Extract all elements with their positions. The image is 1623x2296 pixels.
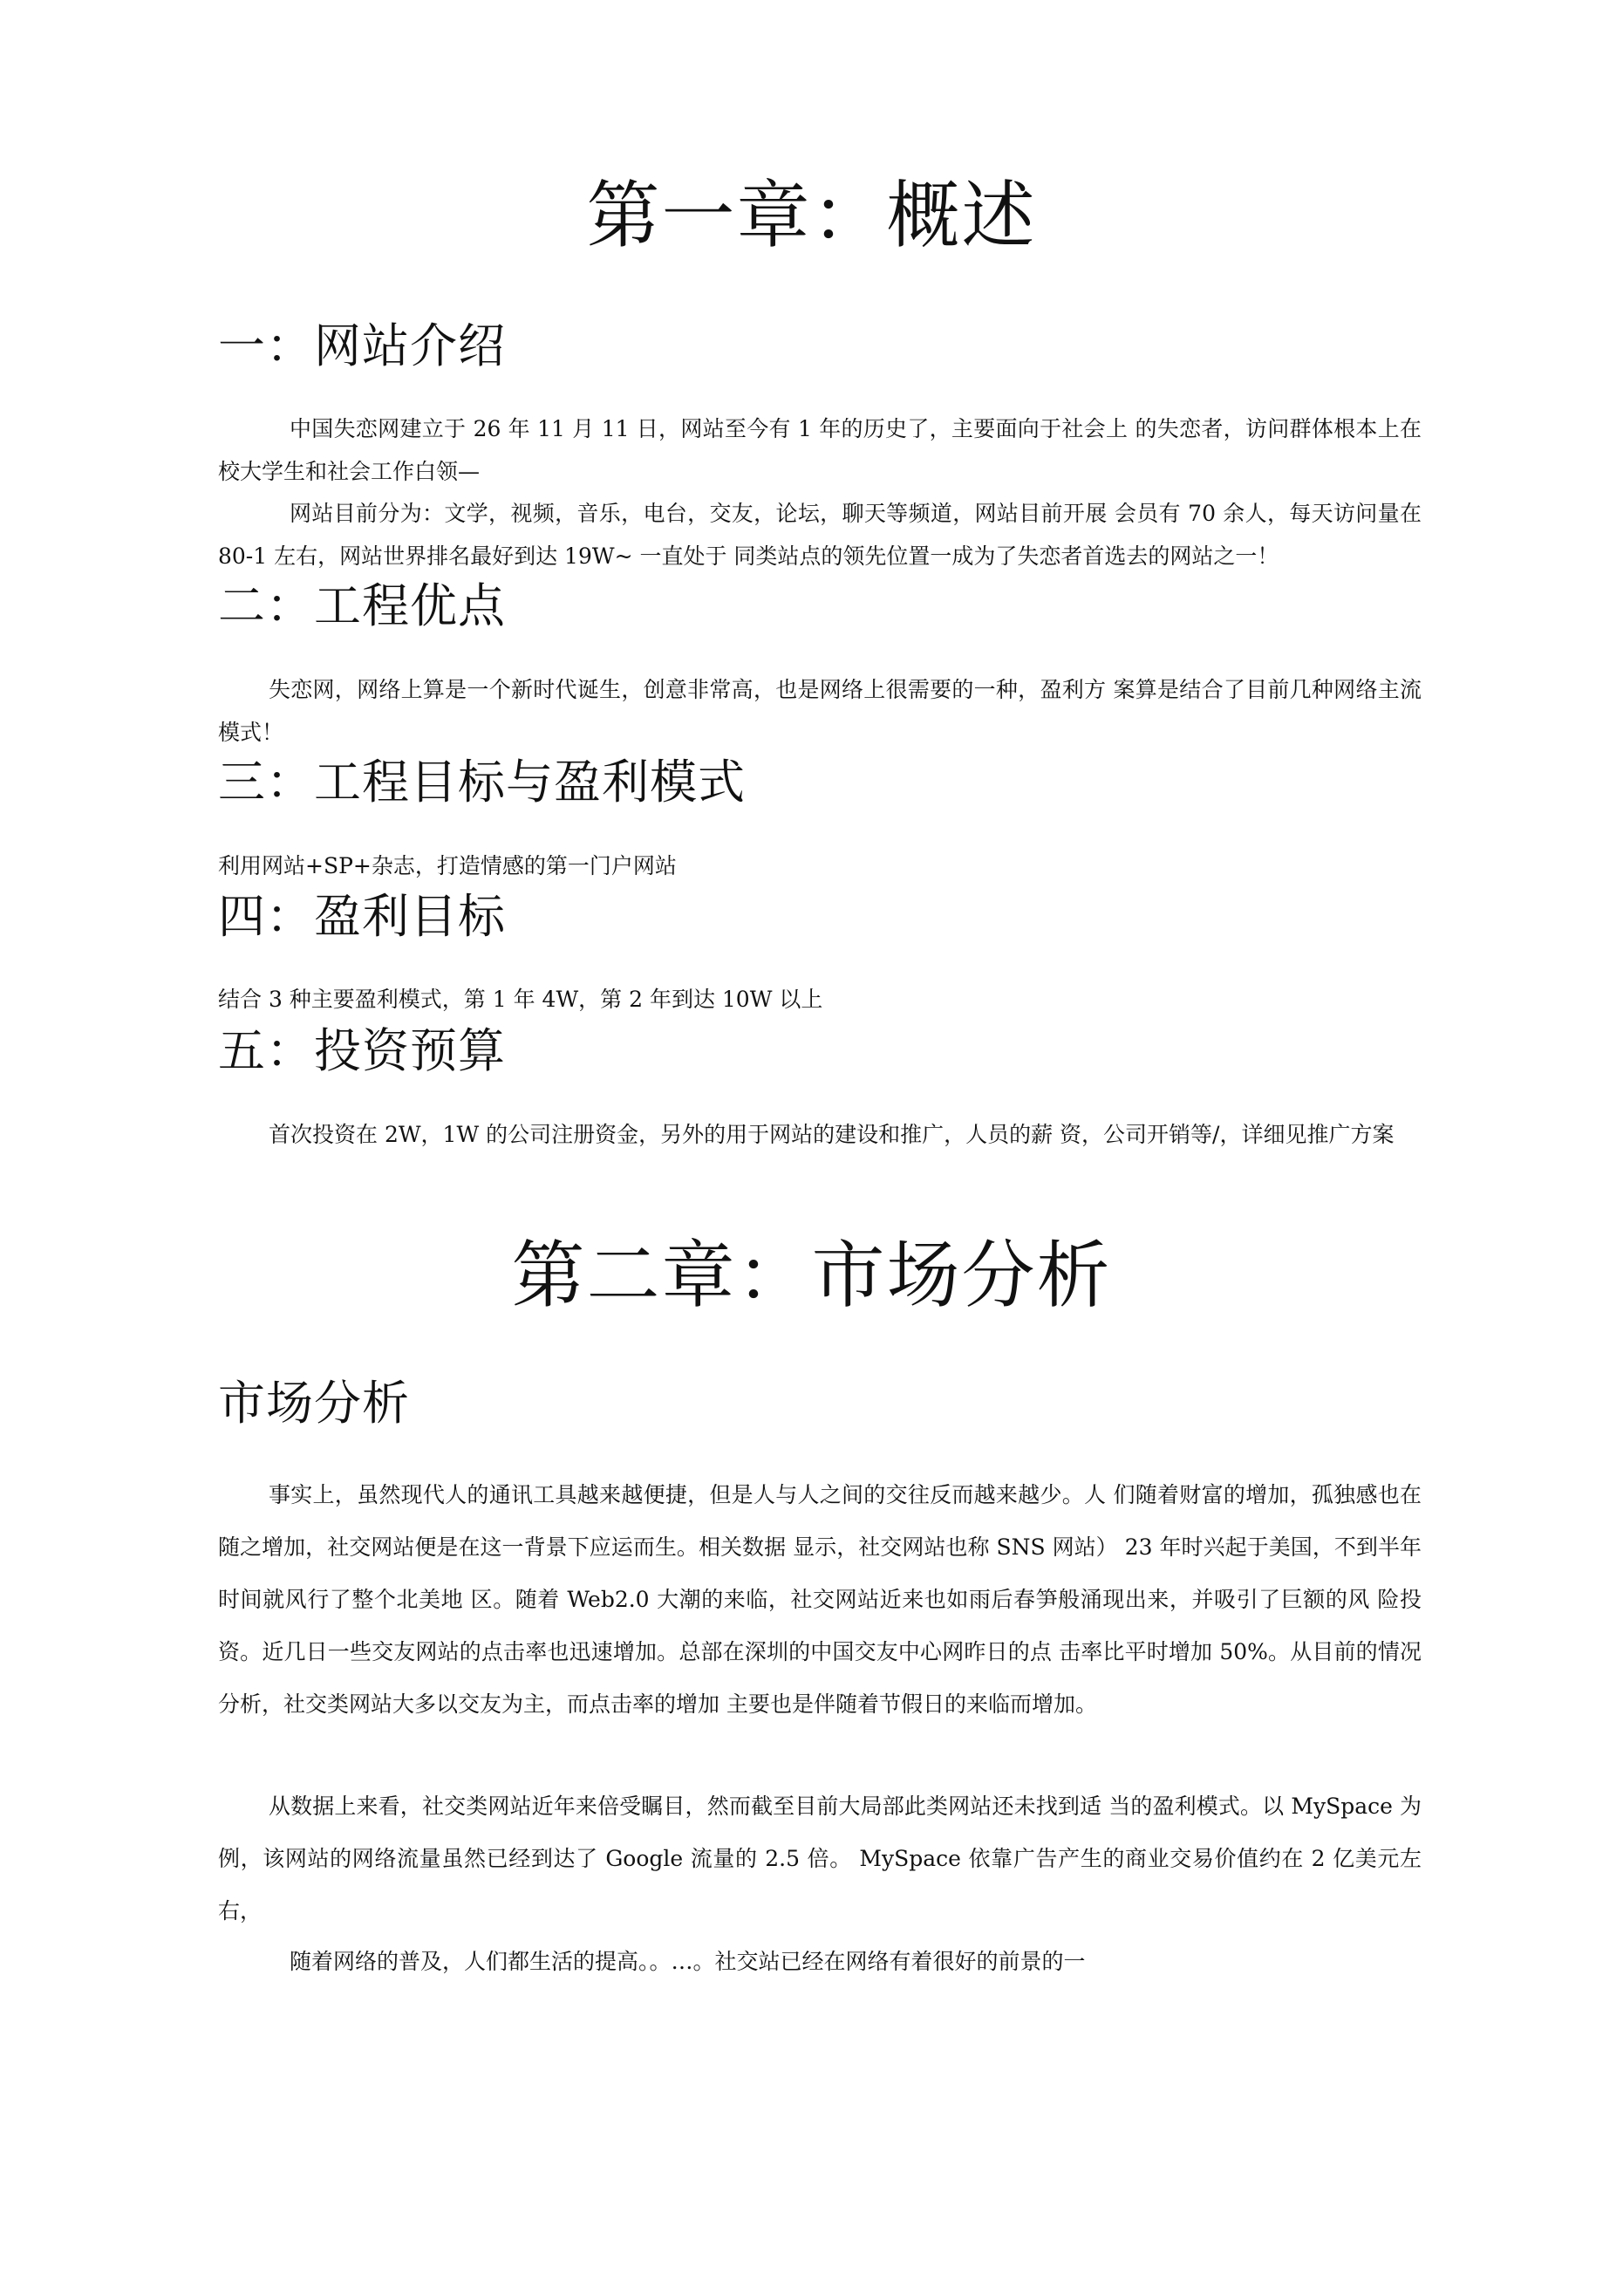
paragraph: 利用网站+SP+杂志，打造情感的第一门户网站: [218, 853, 677, 878]
section-title-investment-budget: 五：投资预算: [218, 1023, 506, 1078]
section-title-profit-targets: 四：盈利目标: [218, 889, 506, 944]
paragraph: 随着网络的普及，人们都生活的提高。。…。社交站已经在网络有着很好的前景的一: [290, 1949, 1086, 1974]
chapter-1-title: 第一章：概述: [586, 173, 1037, 258]
section-title-project-advantages: 二：工程优点: [218, 578, 506, 633]
section-title-goals-and-profit-model: 三：工程目标与盈利模式: [218, 755, 746, 810]
chapter-2-title: 第二章：市场分析: [511, 1233, 1112, 1318]
paragraph: 网站目前分为：文学，视频，音乐，电台，交友，论坛，聊天等频道，网站目前开展 会员有 70 余人，每天访问量在 80-1 左右，网站世界排名最好到达 19W~ 一直处于 同类站点的领先位置一成为了失恋者首选去的网站之一！: [218, 501, 1422, 569]
paragraph: 从数据上来看，社交类网站近年来倍受瞩目，然而截至目前大局部此类网站还未找到适 当的盈利模式。以 MySpace 为例，该网站的网络流量虽然已经到达了 Google 流量的 2.5 倍。 MySpace 依靠广告产生的商业交易价值约在 2 亿美元左右，: [218, 1794, 1422, 1924]
paragraph: 失恋网，网络上算是一个新时代诞生，创意非常高，也是网络上很需要的一种，盈利方 案算是结合了目前几种网络主流模式！: [218, 677, 1422, 745]
paragraph: 结合 3 种主要盈利模式，第 1 年 4W，第 2 年到达 10W 以上: [218, 987, 823, 1012]
section-title-website-intro: 一：网站介绍: [218, 318, 506, 373]
paragraph: 首次投资在 2W，1W 的公司注册资金，另外的用于网站的建设和推广，人员的薪 资，公司开销等/，详细见推广方案: [269, 1122, 1395, 1147]
section-title-market-analysis: 市场分析: [218, 1376, 410, 1431]
paragraph: 事实上，虽然现代人的通讯工具越来越便捷，但是人与人之间的交往反而越来越少。人 们随着财富的增加，孤独感也在随之增加，社交网站便是在这一背景下应运而生。相关数据 显示，社交网站也称 SNS 网站） 23 年时兴起于美国，不到半年时间就风行了整个北美地 区。随着 Web2.0 大潮的来临，社交网站近来也如雨后春笋般涌现出来，并吸引了巨额的风 险投资。近几日一些交友网站的点击率也迅速增加。总部在深圳的中国交友中心网昨日的点 击率比平时增加 50%。从目前的情况分析，社交类网站大多以交友为主，而点击率的增加 主要也是伴随着节假日的来临而增加。: [218, 1482, 1422, 1717]
paragraph: 中国失恋网建立于 26 年 11 月 11 日，网站至今有 1 年的历史了，主要面向于社会上 的失恋者，访问群体根本上在校大学生和社会工作白领—: [218, 416, 1422, 484]
